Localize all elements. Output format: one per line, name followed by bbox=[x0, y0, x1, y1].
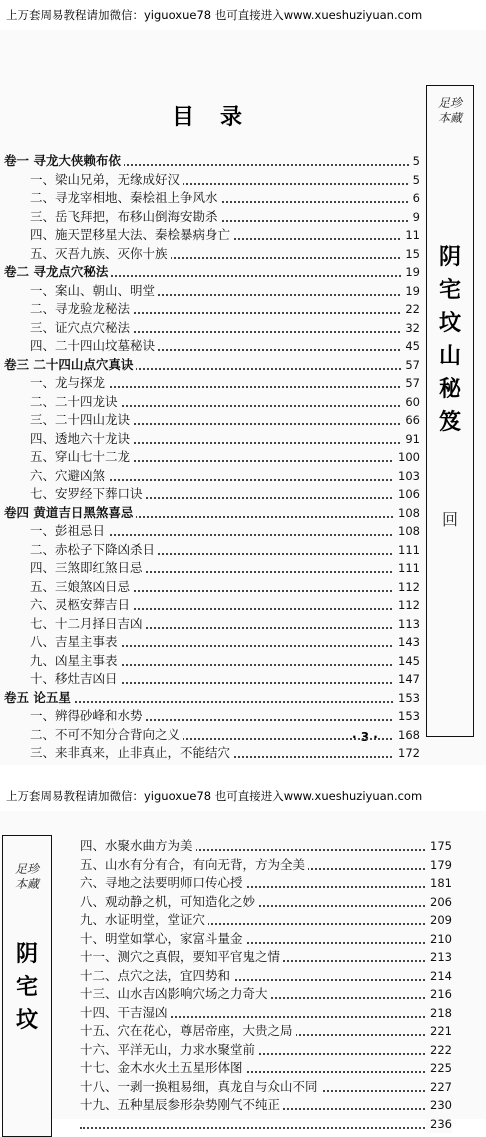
toc-entry bbox=[0, 707, 420, 726]
toc-entry bbox=[80, 1078, 452, 1097]
toc-entry bbox=[0, 208, 420, 227]
toc-entry-label: 十七、金木水火土五星形体图 bbox=[80, 1059, 246, 1078]
toc-entry-page: 153 bbox=[394, 707, 420, 726]
toc-entry-page: 209 bbox=[426, 911, 452, 930]
toc-entry bbox=[80, 1115, 452, 1134]
bottom-watermark-banner: 上万套周易教程请加微信：yiguoxue78 也可直接进入www.xueshuziyuan.com bbox=[0, 781, 486, 811]
toc-entry bbox=[0, 300, 420, 319]
toc-entry bbox=[80, 948, 452, 967]
toc-entry bbox=[0, 541, 420, 560]
toc-entry-page: 230 bbox=[426, 1096, 452, 1115]
toc-entry-label: 一、彭祖忌日 bbox=[30, 522, 108, 541]
toc-entry bbox=[0, 245, 420, 264]
toc-entry-page: 225 bbox=[426, 1059, 452, 1078]
toc-entry-page: 100 bbox=[394, 448, 420, 467]
toc-entry-label: 一、辨得砂峰和水势 bbox=[30, 707, 146, 726]
toc-entry bbox=[0, 374, 420, 393]
toc-entry-page: 216 bbox=[426, 985, 452, 1004]
toc-entry-page: 5 bbox=[409, 152, 420, 171]
toc-entry bbox=[80, 1041, 452, 1060]
toc-entry bbox=[0, 615, 420, 634]
spine-book-title: 阴 宅 坟 bbox=[15, 941, 38, 1033]
toc-entry-label: 三、证穴点穴秘法 bbox=[30, 319, 133, 338]
toc-entry-page: 113 bbox=[394, 615, 420, 634]
toc-entry-label: 十五、穴在花心，尊居帝座，大贵之局 bbox=[80, 1022, 296, 1041]
toc-entry bbox=[0, 485, 420, 504]
toc-entry-page: 22 bbox=[401, 300, 420, 319]
toc-entry-page: 111 bbox=[394, 559, 420, 578]
toc-entry-page: 57 bbox=[401, 374, 420, 393]
toc-entry bbox=[0, 226, 420, 245]
toc-entry-label: 八、吉星主事表 bbox=[30, 633, 121, 652]
book-spine bbox=[2, 835, 52, 1137]
toc-entry bbox=[0, 670, 420, 689]
toc-entry-page: 19 bbox=[401, 263, 420, 282]
toc-entry-label: 四、施天罡移星大法、秦桧暴病身亡 bbox=[30, 226, 233, 245]
toc-entry-page: 206 bbox=[426, 893, 452, 912]
toc-entry-label: 十二、点穴之法，宜四势和 bbox=[80, 967, 233, 986]
book-spine bbox=[426, 85, 474, 737]
toc-entry-label: 十、移灶吉凶日 bbox=[30, 670, 121, 689]
toc-entry bbox=[0, 411, 420, 430]
toc-entry-page: 111 bbox=[394, 541, 420, 560]
toc-volume-entry bbox=[0, 689, 420, 708]
toc-entry-label: 二、不可不知分合背向之义 bbox=[30, 726, 183, 745]
toc-entry-page: 172 bbox=[394, 744, 420, 763]
toc-entry-label: 四、三煞即红煞日忌 bbox=[30, 559, 146, 578]
page-number: · 3 · bbox=[352, 730, 378, 744]
toc-entry-page: 175 bbox=[426, 837, 452, 856]
toc-entry-label: 卷五 论五星 bbox=[4, 689, 74, 708]
toc-entry-page: 91 bbox=[401, 430, 420, 449]
toc-entry-page: 112 bbox=[394, 578, 420, 597]
toc-entry-label: 二、二十四龙诀 bbox=[30, 393, 121, 412]
toc-entry-label: 七、十二月择日吉凶 bbox=[30, 615, 146, 634]
toc-entry bbox=[80, 856, 452, 875]
toc-page-2 bbox=[0, 811, 486, 1131]
toc-entry bbox=[0, 337, 420, 356]
toc-entry-page: 19 bbox=[401, 282, 420, 301]
toc-entry bbox=[0, 467, 420, 486]
top-watermark-banner: 上万套周易教程请加微信：yiguoxue78 也可直接进入www.xueshuziyuan.com bbox=[0, 0, 486, 30]
toc-entry bbox=[80, 911, 452, 930]
toc-page-1 bbox=[0, 30, 486, 765]
toc-entry bbox=[80, 893, 452, 912]
toc-entry-page: 108 bbox=[394, 522, 420, 541]
toc-entry-page: 15 bbox=[401, 245, 420, 264]
toc-entry-page: 214 bbox=[426, 967, 452, 986]
page-gap bbox=[0, 765, 486, 781]
toc-entry-page: 221 bbox=[426, 1022, 452, 1041]
toc-entry-page: 210 bbox=[426, 930, 452, 949]
toc-entry-page: 179 bbox=[426, 856, 452, 875]
toc-entry-label: 十六、平洋无山，力求水聚堂前 bbox=[80, 1041, 258, 1060]
toc-entry-label: 十八、一剥一换粗易细，真龙自与众山不同 bbox=[80, 1078, 321, 1097]
toc-entry-page: 222 bbox=[426, 1041, 452, 1060]
toc-entry-page: 11 bbox=[401, 226, 420, 245]
toc-entry-page: 112 bbox=[394, 596, 420, 615]
toc-volume-entry bbox=[0, 152, 420, 171]
toc-entry-page: 66 bbox=[401, 411, 420, 430]
toc-entry-label: 四、水聚水曲方为美 bbox=[80, 837, 196, 856]
toc-entry bbox=[80, 1059, 452, 1078]
toc-entry-label: 七、安罗经下葬口诀 bbox=[30, 485, 146, 504]
toc-entry-label: 卷三 二十四山点穴真诀 bbox=[4, 356, 136, 375]
toc-entry-label: 五、穿山七十二龙 bbox=[30, 448, 133, 467]
toc-entry-label: 九、凶星主事表 bbox=[30, 652, 121, 671]
toc-entry bbox=[80, 874, 452, 893]
toc-entry-label: 一、案山、朝山、明堂 bbox=[30, 282, 158, 301]
toc-entry-page: 57 bbox=[401, 356, 420, 375]
toc-entry-page: 236 bbox=[426, 1115, 452, 1134]
toc-entry-page: 213 bbox=[426, 948, 452, 967]
toc-entry-label: 四、二十四山坟墓秘诀 bbox=[30, 337, 158, 356]
toc-entry bbox=[80, 1096, 452, 1115]
toc-entry bbox=[0, 652, 420, 671]
toc-entry-page: 106 bbox=[394, 485, 420, 504]
toc-entry-label: 九、水证明堂，堂证穴 bbox=[80, 911, 208, 930]
toc-entry bbox=[80, 967, 452, 986]
toc-entry-label: 十九、五种星辰参形杂势刚气不纯正 bbox=[80, 1096, 283, 1115]
toc-entry-label: 二、赤松子下降凶杀日 bbox=[30, 541, 158, 560]
toc-entry-label: 卷二 寻龙点穴秘法 bbox=[4, 263, 111, 282]
toc-entry-label: 一、梁山兄弟，无缘成好汉 bbox=[30, 171, 183, 190]
toc-entry bbox=[80, 1022, 452, 1041]
toc-entry bbox=[80, 837, 452, 856]
toc-entry-label: 十三、山水吉凶影响穴场之力奇大 bbox=[80, 985, 271, 1004]
toc-entry bbox=[80, 930, 452, 949]
toc-entry bbox=[80, 985, 452, 1004]
toc-entry-page: 108 bbox=[394, 504, 420, 523]
toc-entry-label: 十四、干吉湿凶 bbox=[80, 1004, 171, 1023]
toc-entry-label: 三、二十四山龙诀 bbox=[30, 411, 133, 430]
toc-entry-page: 103 bbox=[394, 467, 420, 486]
toc-title: 目录 bbox=[172, 104, 269, 130]
seal-icon: 回 bbox=[441, 510, 458, 529]
toc-entry bbox=[0, 393, 420, 412]
toc-entry bbox=[80, 1004, 452, 1023]
seal-mark: 足珍 本藏 bbox=[437, 96, 462, 125]
toc-entry bbox=[0, 171, 420, 190]
seal-mark: 足珍 本藏 bbox=[14, 862, 39, 891]
toc-entry-page: 143 bbox=[394, 633, 420, 652]
toc-entry-page: 218 bbox=[426, 1004, 452, 1023]
toc-entry-page: 227 bbox=[426, 1078, 452, 1097]
toc-entry bbox=[0, 448, 420, 467]
toc-entry bbox=[0, 430, 420, 449]
toc-entry bbox=[0, 596, 420, 615]
toc-entry-label: 五、灭吾九族、灭你十族 bbox=[30, 245, 171, 264]
toc-entry bbox=[0, 578, 420, 597]
toc-entry-label: 六、寻地之法要明师口传心授 bbox=[80, 874, 246, 893]
toc-entry-page: 5 bbox=[409, 171, 420, 190]
toc-entry bbox=[0, 522, 420, 541]
toc-entry-label: 一、龙与探龙 bbox=[30, 374, 108, 393]
toc-entry bbox=[0, 189, 420, 208]
toc-entry-page: 181 bbox=[426, 874, 452, 893]
toc-volume-entry bbox=[0, 504, 420, 523]
toc-entry-page: 147 bbox=[394, 670, 420, 689]
toc-entry-page: 32 bbox=[401, 319, 420, 338]
toc-entry-page: 153 bbox=[394, 689, 420, 708]
toc-entry bbox=[0, 282, 420, 301]
toc-volume-entry bbox=[0, 263, 420, 282]
toc-entry-page: 60 bbox=[401, 393, 420, 412]
toc-entry-label: 二、寻龙宰相地、秦桧祖上争风水 bbox=[30, 189, 221, 208]
toc-entry-label: 六、穴避凶煞 bbox=[30, 467, 108, 486]
toc-entry-label: 四、透地六十龙诀 bbox=[30, 430, 133, 449]
toc-entry-page: 168 bbox=[394, 726, 420, 745]
toc-entry-page: 145 bbox=[394, 652, 420, 671]
toc-list bbox=[0, 152, 420, 763]
toc-entry bbox=[0, 559, 420, 578]
toc-entry-label: 二、寻龙验龙秘法 bbox=[30, 300, 133, 319]
spine-book-title: 阴 宅 坟 山 秘 笈 bbox=[438, 244, 461, 435]
toc-entry bbox=[0, 633, 420, 652]
toc-entry-label: 三、来非真来，止非真止，不能结穴 bbox=[30, 744, 233, 763]
toc-entry-label: 十一、测穴之真假，要知平官鬼之情 bbox=[80, 948, 283, 967]
toc-entry-label: 五、山水有分有合，有向无背，方为全美 bbox=[80, 856, 308, 875]
toc-entry-page: 6 bbox=[409, 189, 420, 208]
leader-dots bbox=[80, 1127, 452, 1129]
toc-list bbox=[80, 837, 452, 1133]
toc-volume-entry bbox=[0, 356, 420, 375]
toc-entry-page: 45 bbox=[401, 337, 420, 356]
toc-entry bbox=[0, 319, 420, 338]
toc-entry-label: 八、观动静之机，可知造化之妙 bbox=[80, 893, 258, 912]
toc-entry-label: 五、三娘煞凶日忌 bbox=[30, 578, 133, 597]
toc-entry-label: 十、明堂如掌心，家富斗量金 bbox=[80, 930, 246, 949]
toc-entry-label: 三、岳飞拜把，布移山倒海安勘杀 bbox=[30, 208, 221, 227]
toc-entry bbox=[0, 744, 420, 763]
toc-entry-label: 卷四 黄道吉日黑煞喜忌 bbox=[4, 504, 136, 523]
toc-entry-label: 六、灵柩安葬吉日 bbox=[30, 596, 133, 615]
toc-entry-label: 卷一 寻龙大侠赖布依 bbox=[4, 152, 124, 171]
toc-entry-page: 9 bbox=[409, 208, 420, 227]
